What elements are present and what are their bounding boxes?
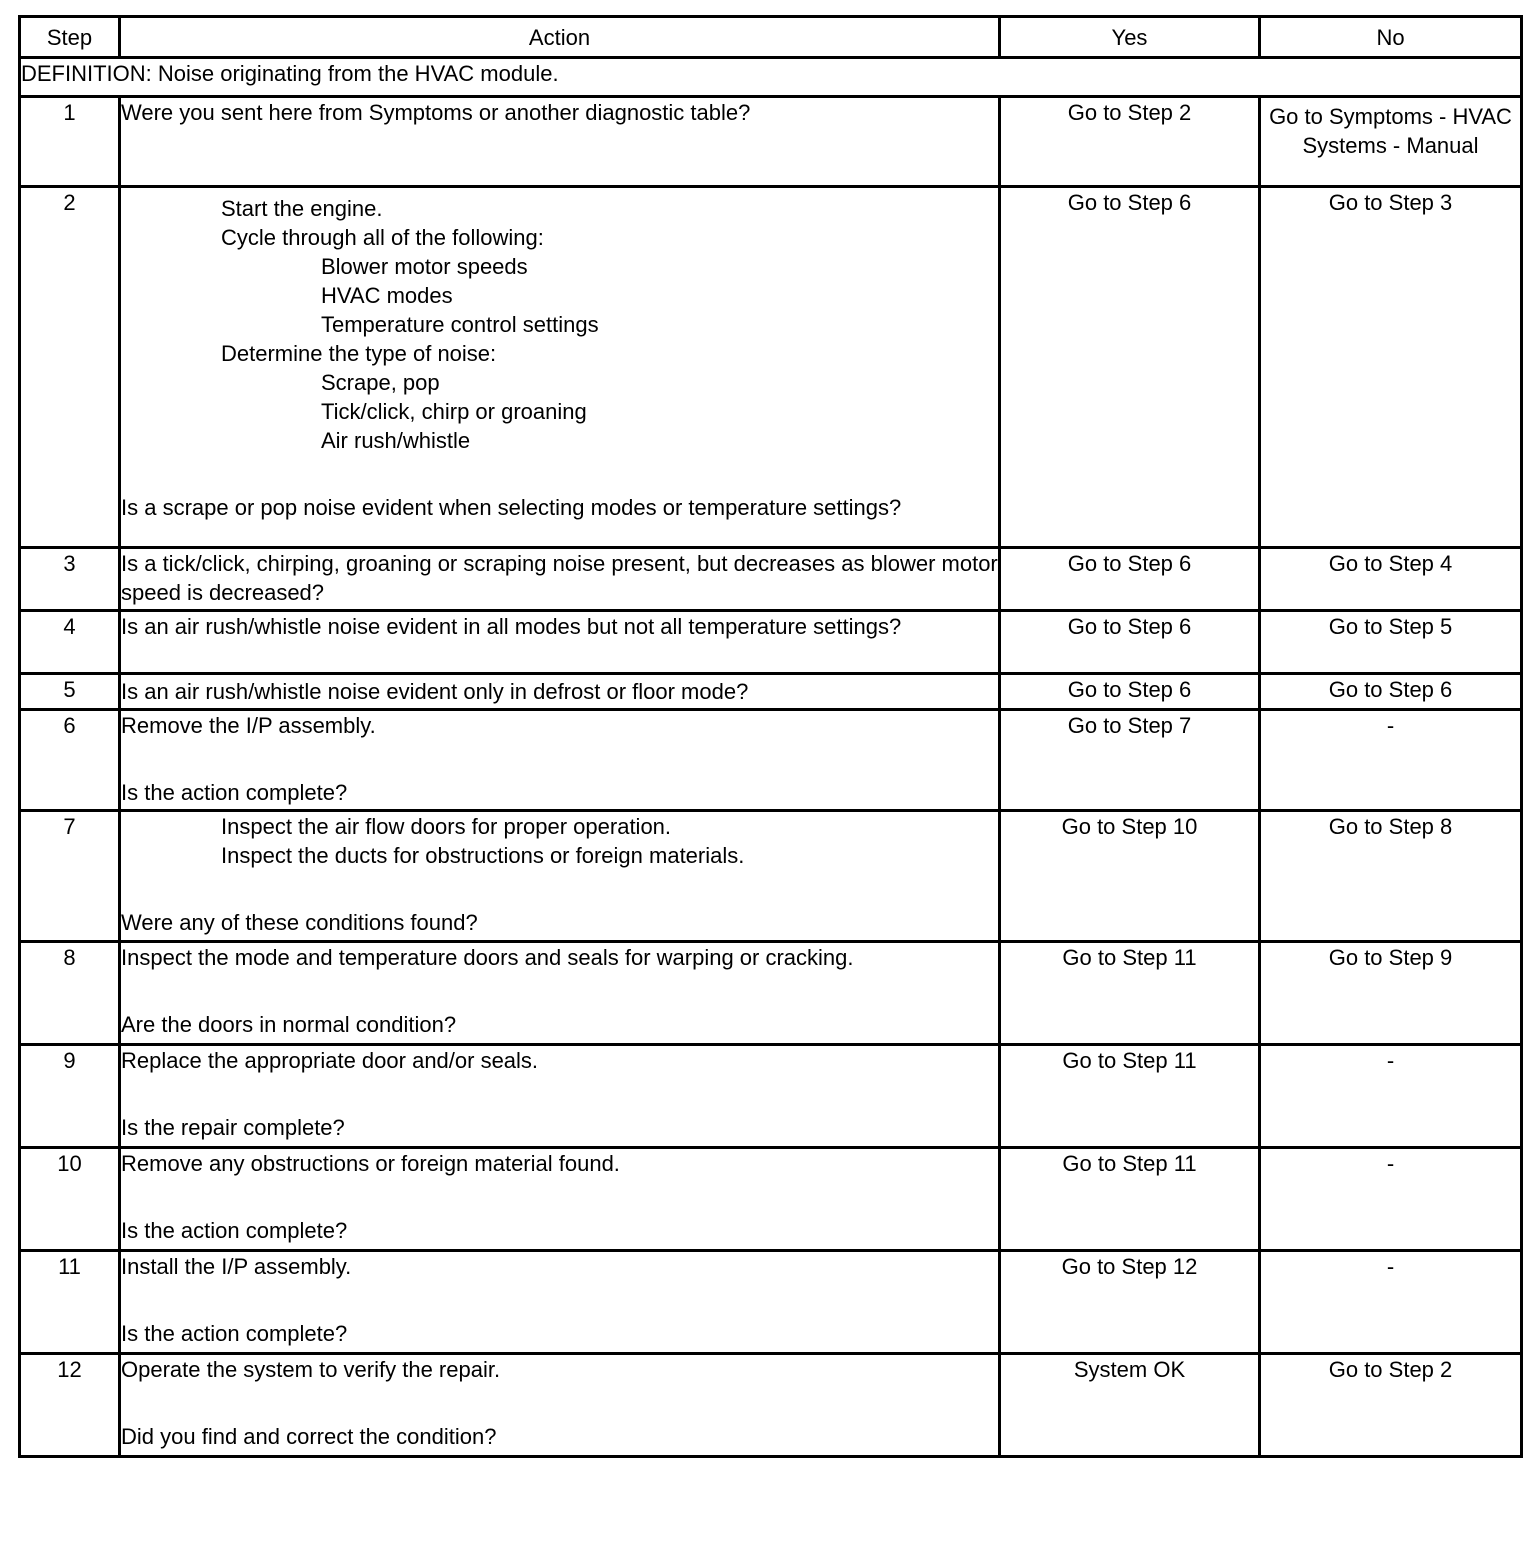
step-number: 2 bbox=[20, 187, 120, 548]
action-cell bbox=[120, 710, 1000, 811]
action-text: Is an air rush/whistle noise evident in all modes but not all temperature settings? bbox=[121, 614, 902, 639]
action-text: Scrape, pop bbox=[321, 370, 440, 395]
no-cell: Go to Step 3 bbox=[1260, 187, 1522, 548]
question-text: Are the doors in normal condition? bbox=[121, 1012, 457, 1037]
step-number: 7 bbox=[20, 811, 120, 942]
action-text: Operate the system to verify the repair. bbox=[121, 1357, 501, 1382]
action-cell bbox=[120, 611, 1000, 674]
no-cell: Go to Step 6 bbox=[1260, 674, 1522, 710]
no-cell: - bbox=[1260, 1148, 1522, 1251]
yes-cell: Go to Step 2 bbox=[1000, 97, 1260, 187]
table-row bbox=[20, 1354, 1522, 1457]
question-text: Did you find and correct the condition? bbox=[121, 1424, 497, 1449]
action-cell bbox=[120, 1045, 1000, 1148]
action-cell bbox=[120, 548, 1000, 611]
action-text: Blower motor speeds bbox=[321, 254, 528, 279]
no-cell: Go to Step 8 bbox=[1260, 811, 1522, 942]
table-row bbox=[20, 611, 1522, 674]
question-text: Is the repair complete? bbox=[121, 1115, 345, 1140]
table-row bbox=[20, 1251, 1522, 1354]
table-row bbox=[20, 1148, 1522, 1251]
step-number: 6 bbox=[20, 710, 120, 811]
table-row bbox=[20, 548, 1522, 611]
yes-cell: System OK bbox=[1000, 1354, 1260, 1457]
yes-cell: Go to Step 11 bbox=[1000, 1045, 1260, 1148]
no-cell: Go to Symptoms - HVAC Systems - Manual bbox=[1260, 97, 1522, 187]
diagnostic-table bbox=[18, 15, 1523, 1458]
action-text: Air rush/whistle bbox=[321, 428, 471, 453]
action-text: Replace the appropriate door and/or seals. bbox=[121, 1048, 539, 1073]
yes-cell: Go to Step 6 bbox=[1000, 674, 1260, 710]
header-step: Step bbox=[20, 17, 120, 58]
header-no: No bbox=[1260, 17, 1522, 58]
header-action: Action bbox=[120, 17, 1000, 58]
yes-cell: Go to Step 6 bbox=[1000, 187, 1260, 548]
no-cell: Go to Step 4 bbox=[1260, 548, 1522, 611]
action-text: Inspect the air flow doors for proper operation. bbox=[221, 814, 672, 839]
no-cell: - bbox=[1260, 1251, 1522, 1354]
yes-cell: Go to Step 11 bbox=[1000, 942, 1260, 1045]
action-text: Determine the type of noise: bbox=[221, 341, 497, 366]
yes-cell: Go to Step 12 bbox=[1000, 1251, 1260, 1354]
action-text: Inspect the ducts for obstructions or foreign materials. bbox=[221, 843, 745, 868]
step-number: 12 bbox=[20, 1354, 120, 1457]
action-cell bbox=[120, 1354, 1000, 1457]
yes-cell: Go to Step 11 bbox=[1000, 1148, 1260, 1251]
step-number: 10 bbox=[20, 1148, 120, 1251]
table-row bbox=[20, 97, 1522, 187]
action-cell bbox=[120, 1251, 1000, 1354]
action-text: Were you sent here from Symptoms or another diagnostic table? bbox=[121, 100, 751, 125]
step-number: 1 bbox=[20, 97, 120, 187]
action-cell bbox=[120, 674, 1000, 710]
step-number: 9 bbox=[20, 1045, 120, 1148]
action-text: Is an air rush/whistle noise evident only in defrost or floor mode? bbox=[121, 679, 749, 704]
action-text: Inspect the mode and temperature doors and seals for warping or cracking. bbox=[121, 945, 854, 970]
step-number: 8 bbox=[20, 942, 120, 1045]
action-text: Tick/click, chirp or groaning bbox=[321, 399, 587, 424]
question-text: Is the action complete? bbox=[121, 780, 348, 805]
action-cell bbox=[120, 187, 1000, 548]
yes-cell: Go to Step 7 bbox=[1000, 710, 1260, 811]
definition-row bbox=[20, 58, 1522, 97]
action-text: Remove any obstructions or foreign material found. bbox=[121, 1151, 620, 1176]
definition-text: DEFINITION: Noise originating from the HVAC module. bbox=[20, 58, 1522, 97]
yes-cell: Go to Step 6 bbox=[1000, 548, 1260, 611]
header-row bbox=[20, 17, 1522, 58]
no-cell: Go to Step 2 bbox=[1260, 1354, 1522, 1457]
question-text: Is the action complete? bbox=[121, 1321, 348, 1346]
action-cell bbox=[120, 1148, 1000, 1251]
table-row bbox=[20, 187, 1522, 548]
step-number: 5 bbox=[20, 674, 120, 710]
table-row bbox=[20, 710, 1522, 811]
action-cell bbox=[120, 942, 1000, 1045]
table-row bbox=[20, 1045, 1522, 1148]
no-cell: Go to Step 5 bbox=[1260, 611, 1522, 674]
yes-cell: Go to Step 6 bbox=[1000, 611, 1260, 674]
no-cell: Go to Step 9 bbox=[1260, 942, 1522, 1045]
action-text: Install the I/P assembly. bbox=[121, 1254, 352, 1279]
action-text: Start the engine. bbox=[221, 196, 383, 221]
action-text: Is a tick/click, chirping, groaning or scraping noise present, but decreases as blower motor speed is decreased? bbox=[121, 551, 998, 605]
action-cell bbox=[120, 811, 1000, 942]
question-text: Is the action complete? bbox=[121, 1218, 348, 1243]
action-text: Temperature control settings bbox=[321, 312, 599, 337]
no-cell: - bbox=[1260, 710, 1522, 811]
step-number: 3 bbox=[20, 548, 120, 611]
step-number: 4 bbox=[20, 611, 120, 674]
header-yes: Yes bbox=[1000, 17, 1260, 58]
action-text: Cycle through all of the following: bbox=[221, 225, 544, 250]
question-text: Were any of these conditions found? bbox=[121, 910, 478, 935]
action-text: HVAC modes bbox=[321, 283, 453, 308]
no-cell: - bbox=[1260, 1045, 1522, 1148]
table-row bbox=[20, 674, 1522, 710]
yes-cell: Go to Step 10 bbox=[1000, 811, 1260, 942]
question-text: Is a scrape or pop noise evident when selecting modes or temperature settings? bbox=[121, 495, 902, 520]
step-number: 11 bbox=[20, 1251, 120, 1354]
action-cell bbox=[120, 97, 1000, 187]
table-row bbox=[20, 942, 1522, 1045]
table-row bbox=[20, 811, 1522, 942]
action-text: Remove the I/P assembly. bbox=[121, 713, 376, 738]
